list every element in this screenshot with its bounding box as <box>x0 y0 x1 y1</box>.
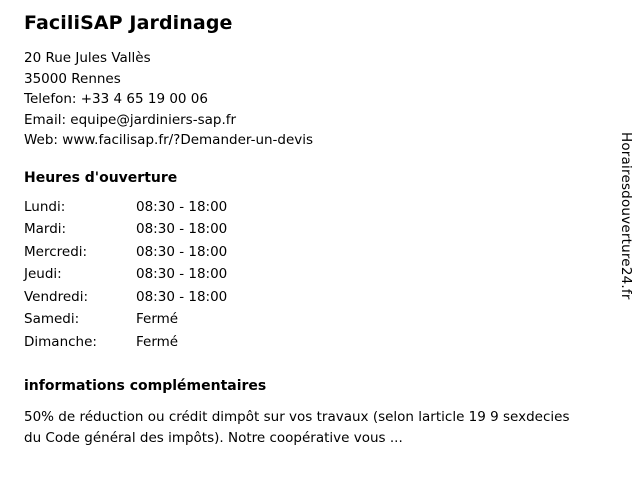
city-address: 35000 Rennes <box>24 70 121 87</box>
day-label: Lundi: <box>24 198 66 215</box>
day-hours: 08:30 - 18:00 <box>136 221 228 237</box>
site-watermark-label: Horairesdouverture24.fr <box>618 132 634 300</box>
day-label: Dimanche: <box>24 333 97 350</box>
email-address: Email: equipe@jardiniers-sap.fr <box>24 111 237 128</box>
additional-info-title: informations complémentaires <box>24 378 267 394</box>
website-url: Web: www.facilisap.fr/?Demander-un-devis <box>24 132 314 148</box>
day-label: Jeudi: <box>24 266 62 282</box>
day-label: Mercredi: <box>24 243 88 260</box>
day-label: Mardi: <box>24 221 67 237</box>
day-hours: 08:30 - 18:00 <box>136 243 228 260</box>
table-row <box>24 334 227 357</box>
phone-number: Telefon: +33 4 65 19 00 06 <box>24 91 208 107</box>
day-label: Vendredi: <box>24 288 89 305</box>
table-row <box>24 244 227 267</box>
day-hours: 08:30 - 18:00 <box>136 266 228 282</box>
additional-info-text: 50% de réduction ou crédit dimpôt sur vos travaux (selon larticle 19 9 sexdecies du Code général des impôts). Notre coopérative vous ... <box>24 409 570 446</box>
page-title: FaciliSAP Jardinage <box>24 12 233 34</box>
table-row <box>24 289 227 312</box>
table-row <box>24 266 227 289</box>
opening-hours-title: Heures d'ouverture <box>24 169 178 186</box>
day-hours: 08:30 - 18:00 <box>136 198 228 215</box>
card-content <box>24 12 594 448</box>
day-hours: 08:30 - 18:00 <box>136 288 228 305</box>
opening-hours-table <box>24 199 227 357</box>
street-address: 20 Rue Jules Vallès <box>24 50 151 66</box>
day-label: Samedi: <box>24 311 80 327</box>
table-row <box>24 311 227 334</box>
day-hours: Fermé <box>136 333 179 350</box>
table-row <box>24 199 227 222</box>
table-row <box>24 221 227 244</box>
day-hours: Fermé <box>136 311 179 327</box>
contact-block <box>24 48 594 151</box>
